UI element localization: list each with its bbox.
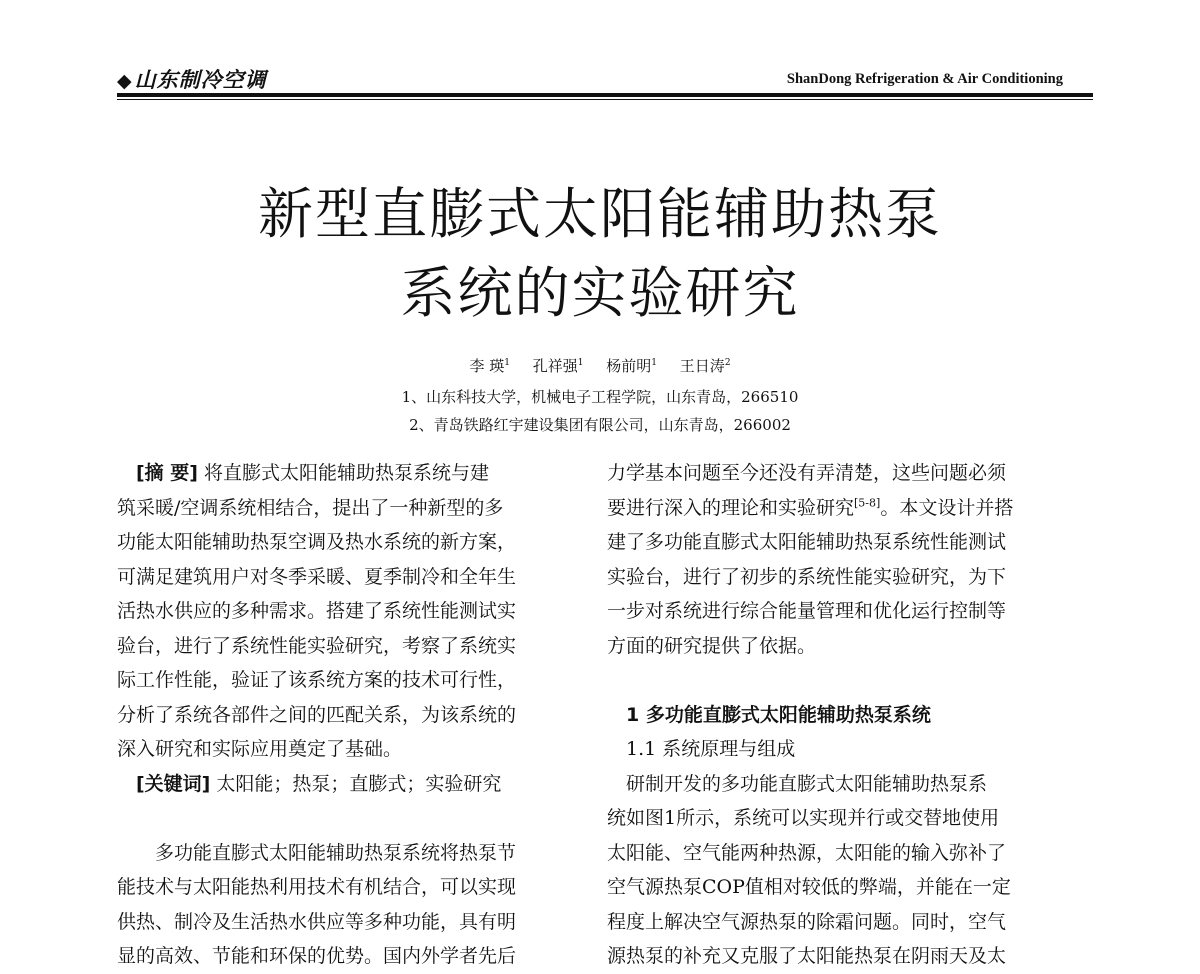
abstract-line: [摘 要] 将直膨式太阳能辅助热泵系统与建 [136, 462, 490, 484]
journal-name-en: ShanDong Refrigeration & Air Conditioning [786, 71, 1063, 87]
right-column [607, 456, 1067, 974]
paper-title-line2: 系统的实验研究 [400, 261, 800, 325]
intro-line: 供热、制冷及生活热水供应等多种功能，具有明 [117, 910, 517, 933]
abstract-line: 功能太阳能辅助热泵空调及热水系统的新方案， [117, 531, 517, 553]
subsection-heading: 1.1 系统原理与组成 [626, 738, 796, 760]
abstract-line: 分析了系统各部件之间的匹配关系，为该系统的 [117, 703, 517, 726]
journal-name-cn-text: 山东制冷空调 [134, 68, 267, 92]
abstract-line: 可满足建筑用户对冬季采暖、夏季制冷和全年生 [117, 565, 517, 588]
author: 王日涛$^2$ [679, 357, 731, 375]
intro-line: 建了多功能直膨式太阳能辅助热泵系统性能测试 [607, 531, 1007, 553]
author: 杨前明$^1$ [606, 357, 658, 375]
intro-line: 显的高效、节能和环保的优势。国内外学者先后 [117, 945, 517, 967]
abstract-line: 际工作性能，验证了该系统方案的技术可行性， [117, 669, 517, 691]
keywords-text: 太阳能；热泵；直膨式；实验研究 [216, 772, 502, 795]
paper-title-line1: 新型直膨式太阳能辅助热泵 [257, 182, 942, 246]
body-line: 太阳能、空气能两种热源，太阳能的输入弥补了 [607, 841, 1007, 864]
author: 孔祥强$^1$ [532, 357, 584, 375]
header-rule-thick [117, 93, 1093, 97]
intro-line: 力学基本问题至今还没有弄清楚，这些问题必须 [607, 462, 1007, 484]
intro-line: 一步对系统进行综合能量管理和优化运行控制等 [607, 600, 1007, 622]
body-line: 空气源热泵COP值相对较低的弊端，并能在一定 [607, 876, 1011, 898]
diamond-icon: ◆ [117, 70, 133, 92]
keywords-line [117, 767, 577, 802]
author-list [0, 355, 1200, 376]
left-column [117, 456, 577, 974]
intro-line: 多功能直膨式太阳能辅助热泵系统将热泵节 [155, 841, 517, 864]
journal-name-cn [117, 64, 267, 94]
body-line: 源热泵的补充又克服了太阳能热泵在阴雨天及太 [607, 945, 1007, 967]
affiliation-1: 1、山东科技大学，机械电子工程学院，山东青岛，266510 [401, 388, 799, 406]
intro-line: 能技术与太阳能热利用技术有机结合，可以实现 [117, 876, 517, 898]
header-rule-thin [117, 99, 1093, 100]
abstract-line: 验台，进行了系统性能实验研究，考察了系统实 [117, 634, 517, 657]
section-heading: 1 多功能直膨式太阳能辅助热泵系统 [626, 703, 931, 726]
abstract-line: 筑采暖/空调系统相结合，提出了一种新型的多 [117, 496, 504, 519]
intro-line: 方面的研究提供了依据。 [607, 634, 817, 657]
abstract-line: 活热水供应的多种需求。搭建了系统性能测试实 [117, 600, 517, 622]
intro-line: 要进行深入的理论和实验研究[5-8]。本文设计并搭 [607, 496, 1014, 519]
abstract-label: [摘 要] [136, 462, 198, 484]
keywords-label: [关键词] [136, 772, 211, 795]
body-line: 统如图1所示，系统可以实现并行或交替地使用 [607, 807, 1000, 829]
body-line: 研制开发的多功能直膨式太阳能辅助热泵系 [626, 772, 988, 795]
author: 李 瑛$^1$ [469, 357, 510, 375]
abstract-line: 深入研究和实际应用奠定了基础。 [117, 738, 403, 760]
affiliation-2: 2、青岛铁路红宇建设集团有限公司，山东青岛，266002 [409, 416, 791, 434]
body-line: 程度上解决空气源热泵的除霜问题。同时，空气 [607, 910, 1007, 933]
citation: [5-8] [854, 496, 881, 510]
intro-line: 实验台，进行了初步的系统性能实验研究，为下 [607, 565, 1007, 588]
